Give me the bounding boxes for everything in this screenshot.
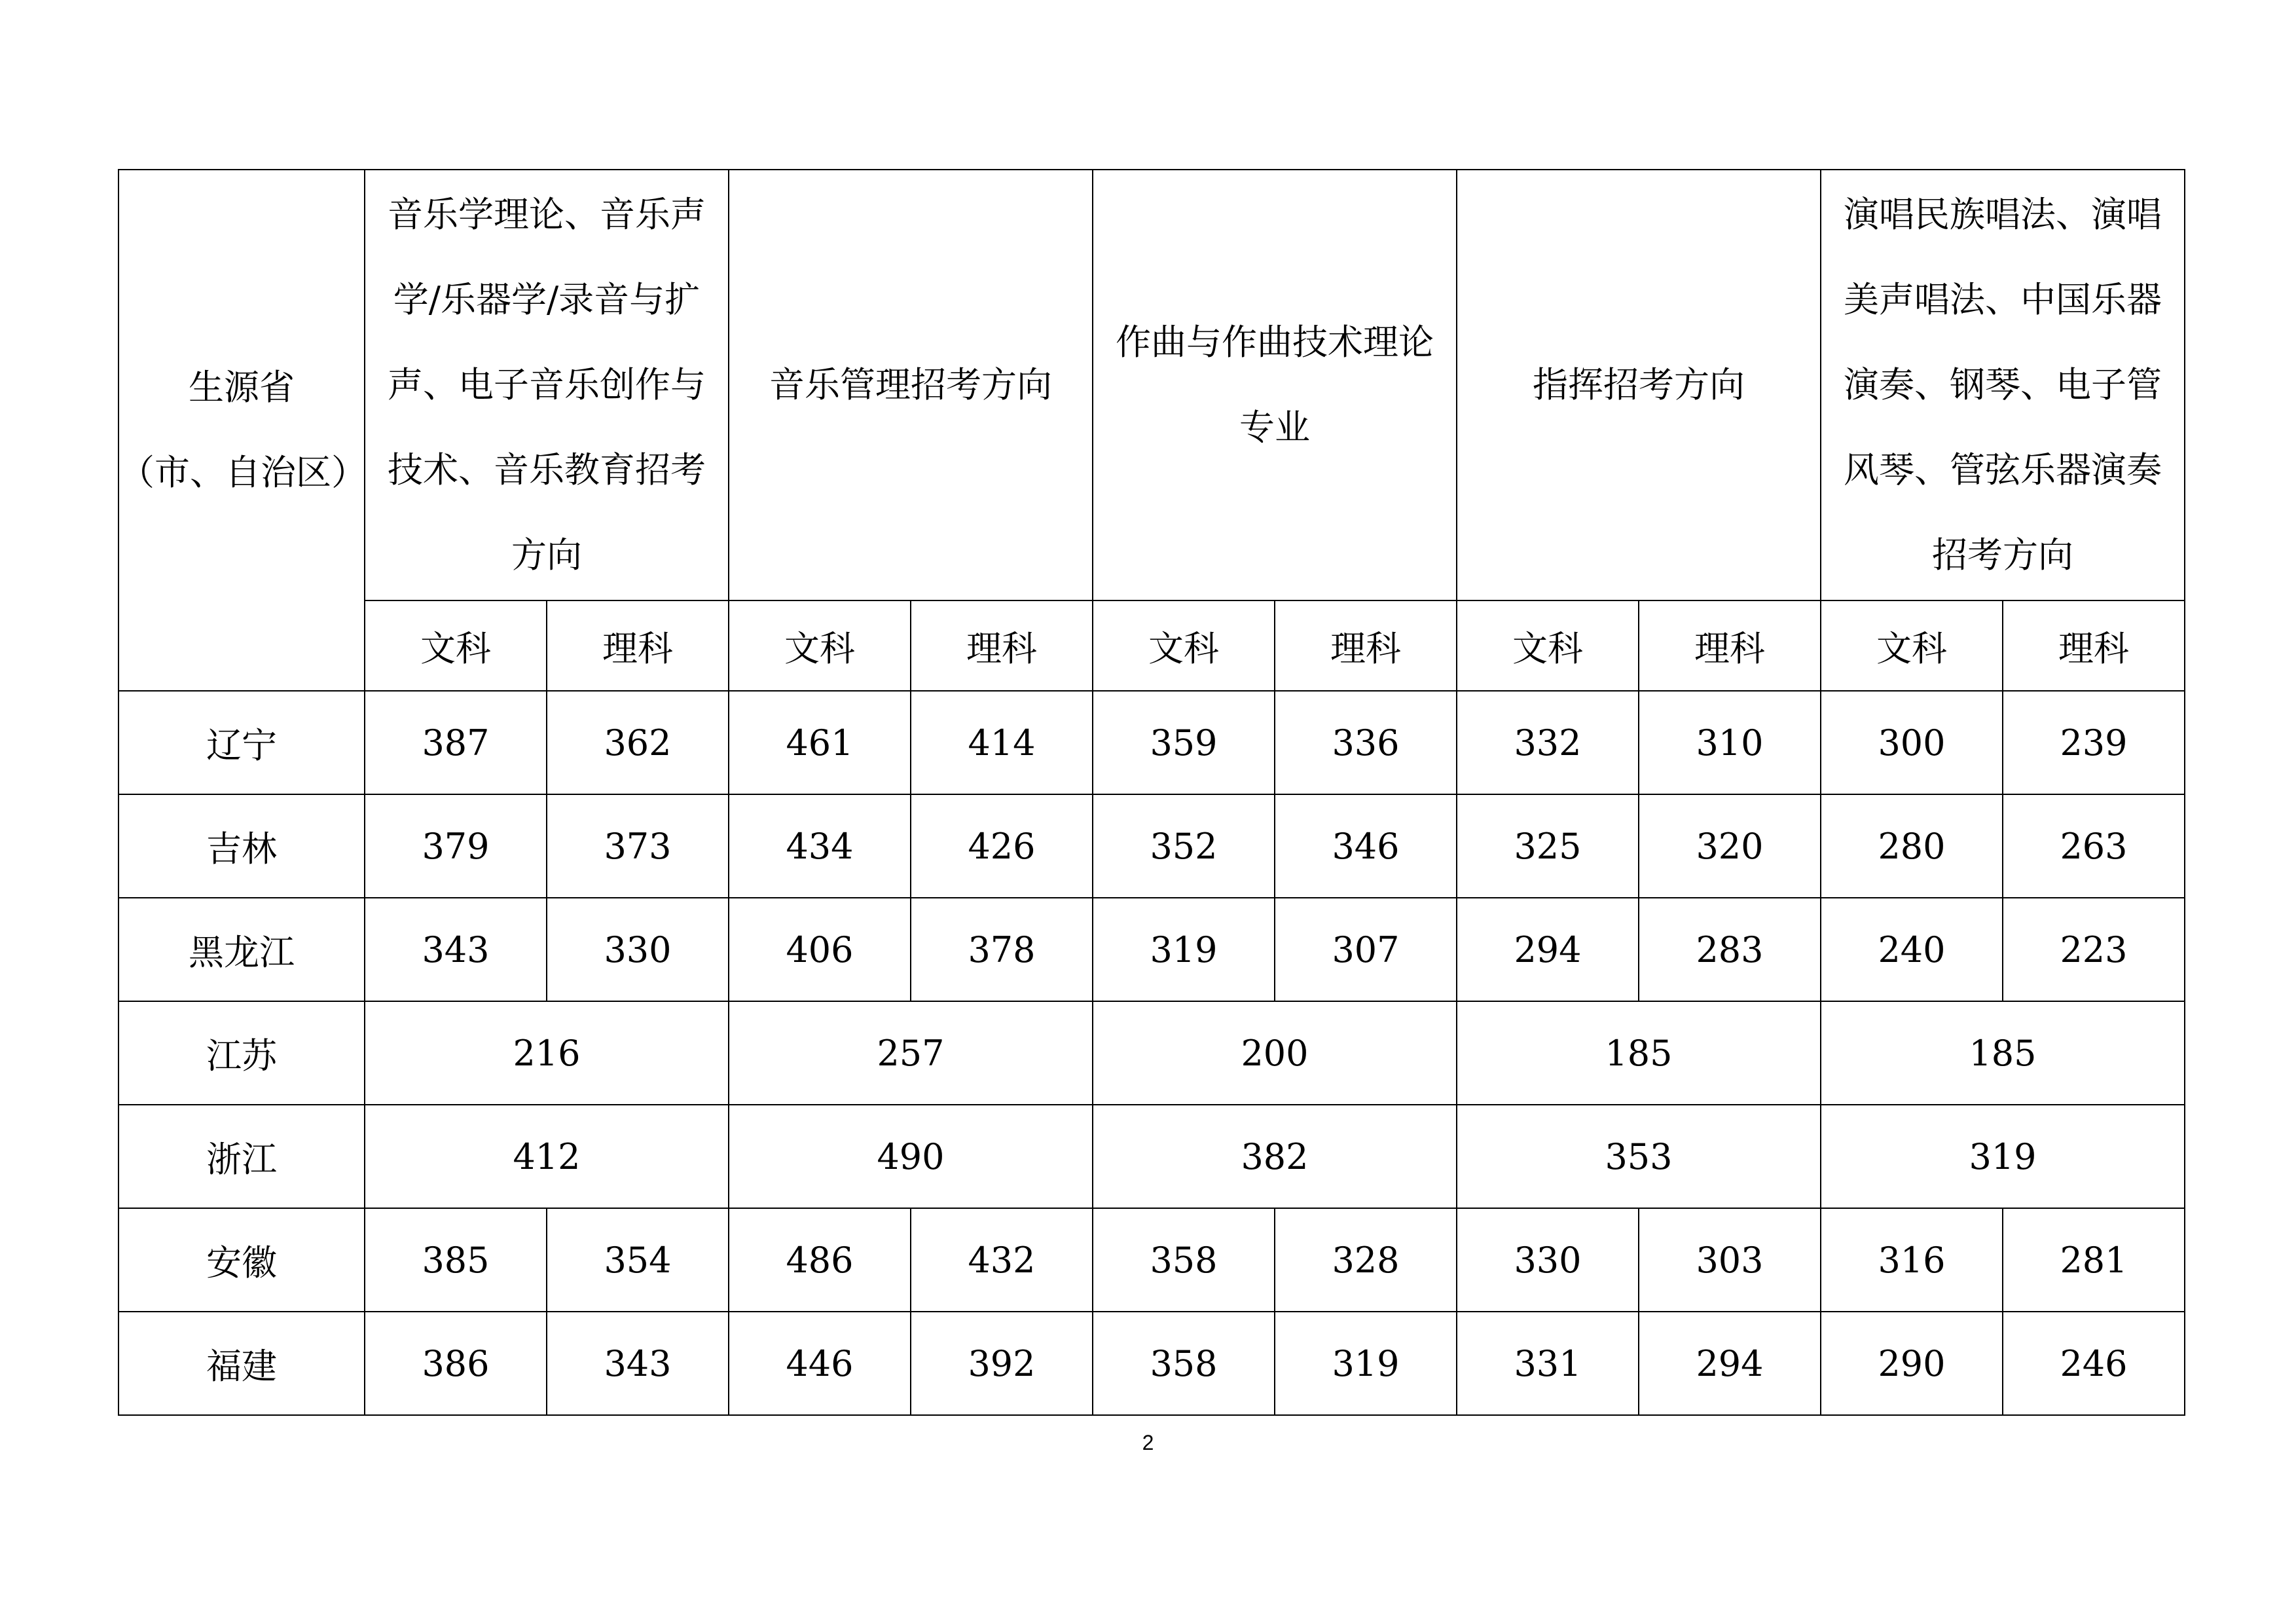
subheader-arts: 文科 (1093, 600, 1275, 691)
score-cell: 358 (1093, 1208, 1275, 1312)
score-cell: 257 (729, 1001, 1093, 1105)
direction-header-cell (365, 170, 729, 600)
score-cell: 385 (365, 1208, 547, 1312)
province-cell: 福建 (118, 1312, 365, 1415)
score-cell: 223 (2003, 898, 2185, 1001)
score-cell: 300 (1821, 691, 2003, 794)
score-cell: 378 (911, 898, 1093, 1001)
score-cell: 319 (1275, 1312, 1457, 1415)
score-cell: 426 (911, 794, 1093, 898)
score-cell: 336 (1275, 691, 1457, 794)
score-cell: 486 (729, 1208, 911, 1312)
table-row (118, 1208, 2185, 1312)
score-cell: 246 (2003, 1312, 2185, 1415)
direction-header-cell (1093, 170, 1457, 600)
subheader-arts: 文科 (1821, 600, 2003, 691)
direction-header: 演唱民族唱法、演唱 美声唱法、中国乐器 演奏、钢琴、电子管 风琴、管弦乐器演奏 招考方向 (1844, 194, 2162, 576)
score-cell: 325 (1457, 794, 1639, 898)
direction-header: 音乐管理招考方向 (769, 364, 1052, 405)
score-cell: 343 (365, 898, 547, 1001)
score-cell: 330 (547, 898, 729, 1001)
score-cell: 185 (1821, 1001, 2185, 1105)
table-row (118, 794, 2185, 898)
score-cell: 331 (1457, 1312, 1639, 1415)
province-cell: 辽宁 (118, 691, 365, 794)
score-cell: 319 (1093, 898, 1275, 1001)
score-cell: 386 (365, 1312, 547, 1415)
score-cell: 432 (911, 1208, 1093, 1312)
score-cell: 359 (1093, 691, 1275, 794)
score-cell: 240 (1821, 898, 2003, 1001)
score-cell: 239 (2003, 691, 2185, 794)
province-cell: 吉林 (118, 794, 365, 898)
score-cell: 185 (1457, 1001, 1821, 1105)
score-cell: 414 (911, 691, 1093, 794)
score-cell: 343 (547, 1312, 729, 1415)
table-row (118, 898, 2185, 1001)
score-cell: 446 (729, 1312, 911, 1415)
score-cell: 280 (1821, 794, 2003, 898)
direction-header-cell (1821, 170, 2185, 600)
subheader-science: 理科 (1639, 600, 1821, 691)
score-cell: 346 (1275, 794, 1457, 898)
score-cell: 362 (547, 691, 729, 794)
province-cell: 浙江 (118, 1105, 365, 1208)
page-number: 2 (1142, 1431, 1154, 1454)
direction-header: 指挥招考方向 (1533, 364, 1745, 405)
score-cell: 412 (365, 1105, 729, 1208)
score-cell: 354 (547, 1208, 729, 1312)
score-cell: 379 (365, 794, 547, 898)
subheader-science: 理科 (911, 600, 1093, 691)
score-cell: 490 (729, 1105, 1093, 1208)
score-cell: 332 (1457, 691, 1639, 794)
province-cell: 安徽 (118, 1208, 365, 1312)
score-cell: 294 (1639, 1312, 1821, 1415)
score-cell: 216 (365, 1001, 729, 1105)
score-cell: 263 (2003, 794, 2185, 898)
province-cell: 江苏 (118, 1001, 365, 1105)
score-cell: 310 (1639, 691, 1821, 794)
table-row (118, 1312, 2185, 1415)
table-row (118, 1001, 2185, 1105)
subheader-science: 理科 (1275, 600, 1457, 691)
score-cell: 434 (729, 794, 911, 898)
score-cell: 200 (1093, 1001, 1457, 1105)
subheader-science: 理科 (547, 600, 729, 691)
table-row (118, 1105, 2185, 1208)
score-cell: 307 (1275, 898, 1457, 1001)
subheader-arts: 文科 (1457, 600, 1639, 691)
score-cell: 294 (1457, 898, 1639, 1001)
score-cell: 283 (1639, 898, 1821, 1001)
direction-header: 音乐学理论、音乐声 学/乐器学/录音与扩 声、电子音乐创作与 技术、音乐教育招考 方向 (388, 194, 706, 576)
score-cell: 358 (1093, 1312, 1275, 1415)
score-cell: 382 (1093, 1105, 1457, 1208)
score-cell: 281 (2003, 1208, 2185, 1312)
score-table (118, 169, 2185, 1416)
direction-header-cell (1457, 170, 1821, 600)
subheader-row (118, 600, 2185, 691)
score-cell: 353 (1457, 1105, 1821, 1208)
score-cell: 406 (729, 898, 911, 1001)
score-cell: 373 (547, 794, 729, 898)
score-cell: 303 (1639, 1208, 1821, 1312)
score-cell: 330 (1457, 1208, 1639, 1312)
score-cell: 392 (911, 1312, 1093, 1415)
header-row (118, 170, 2185, 600)
score-cell: 316 (1821, 1208, 2003, 1312)
score-cell: 290 (1821, 1312, 2003, 1415)
score-cell: 328 (1275, 1208, 1457, 1312)
subheader-arts: 文科 (365, 600, 547, 691)
score-cell: 320 (1639, 794, 1821, 898)
direction-header-cell (729, 170, 1093, 600)
province-header-cell (118, 170, 365, 691)
province-cell: 黑龙江 (118, 898, 365, 1001)
direction-header: 作曲与作曲技术理论 专业 (1116, 322, 1434, 448)
subheader-science: 理科 (2003, 600, 2185, 691)
score-cell: 319 (1821, 1105, 2185, 1208)
score-cell: 387 (365, 691, 547, 794)
score-cell: 461 (729, 691, 911, 794)
table-row (118, 691, 2185, 794)
subheader-arts: 文科 (729, 600, 911, 691)
province-header: 生源省 （市、自治区） (119, 367, 367, 493)
score-cell: 352 (1093, 794, 1275, 898)
